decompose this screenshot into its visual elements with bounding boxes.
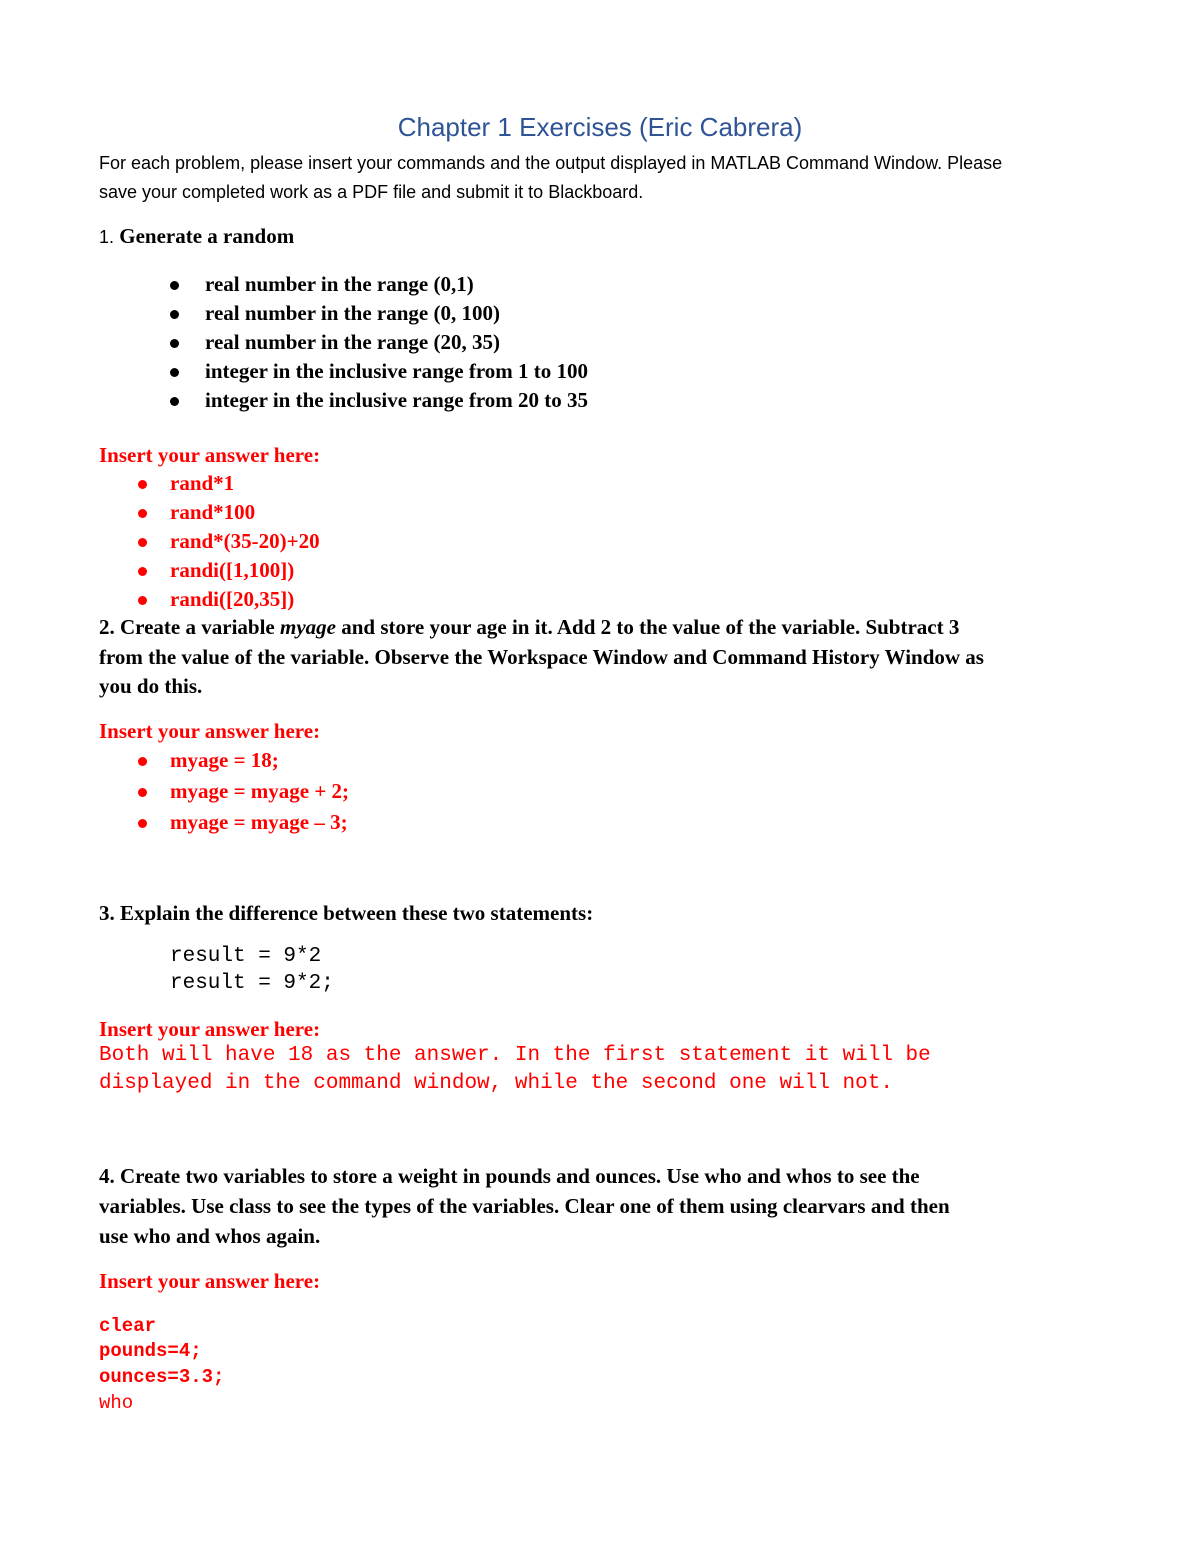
keyword: who (133, 1224, 171, 1248)
bullet-icon (170, 368, 179, 377)
list-item: real number in the range (0,1) (205, 272, 474, 296)
bullet-icon (170, 339, 179, 348)
list-item: integer in the inclusive range from 20 to 35 (205, 388, 589, 412)
keyword: clearvars (782, 1194, 866, 1218)
list-item: real number in the range (0, 100) (205, 301, 500, 325)
bullet-icon (138, 819, 147, 828)
question-4-text: and then (865, 1194, 950, 1218)
intro-line-2: save your completed work as a PDF file and submit it to Blackboard. (99, 182, 644, 202)
question-4-text: use (99, 1224, 134, 1248)
answer-label-2: Insert your answer here: (99, 719, 321, 743)
question-3-text: 3. Explain the difference between these two statements: (99, 901, 594, 925)
keyword: whos (215, 1224, 261, 1248)
code-line: ounces=3.3; (99, 1366, 225, 1388)
code-line: who (99, 1392, 134, 1414)
question-2-rest: and store your age in it. Add 2 to the value of the variable. Subtract 3 (335, 615, 960, 639)
list-item: rand*100 (170, 500, 256, 524)
question-1 (99, 224, 294, 249)
page-title: Chapter 1 Exercises (Eric Cabrera) (397, 112, 803, 142)
intro-line-1: For each problem, please insert your commands and the output displayed in MATLAB Command Window. Please (99, 153, 1003, 173)
bullet-icon (138, 538, 147, 547)
bullet-icon (138, 509, 147, 518)
question-4-text: again. (260, 1224, 321, 1248)
question-4-line-1 (99, 1164, 920, 1189)
list-item: myage = myage – 3; (170, 810, 348, 834)
bullet-icon (138, 788, 147, 797)
code-line: clear (99, 1315, 157, 1337)
code-line: pounds=4; (99, 1340, 202, 1362)
question-4-line-3 (99, 1224, 320, 1249)
question-4-text: and (170, 1224, 216, 1248)
list-item: randi([20,35]) (170, 587, 295, 611)
answer-label-3: Insert your answer here: (99, 1017, 321, 1041)
question-2-var: myage (279, 615, 336, 639)
question-2-line-2: from the value of the variable. Observe the Workspace Window and Command History Window as (99, 645, 984, 669)
bullet-icon (170, 281, 179, 290)
list-item: rand*1 (170, 471, 235, 495)
question-2-line-1 (99, 615, 959, 640)
question-4-text: to see the types of the variables. Clear one of them using (271, 1194, 783, 1218)
bullet-icon (138, 480, 147, 489)
question-4-line-2 (99, 1194, 950, 1219)
bullet-icon (138, 596, 147, 605)
question-4-text: variables. Use (99, 1194, 230, 1218)
question-2-line-3: you do this. (99, 674, 203, 698)
bullet-icon (170, 310, 179, 319)
bullet-icon (138, 567, 147, 576)
list-item: randi([1,100]) (170, 558, 295, 582)
list-item: myage = myage + 2; (170, 779, 350, 803)
keyword: class (229, 1194, 272, 1218)
question-1-number: 1. (99, 227, 115, 247)
list-item: rand*(35-20)+20 (170, 529, 320, 553)
answer-label-4: Insert your answer here: (99, 1269, 321, 1293)
bullet-icon (138, 757, 147, 766)
code-line: result = 9*2 (170, 945, 322, 968)
list-item: real number in the range (20, 35) (205, 330, 500, 354)
list-item: myage = 18; (170, 748, 279, 772)
question-1-text: Generate a random (119, 224, 295, 248)
keyword: who (704, 1164, 742, 1188)
question-4-text: and (741, 1164, 787, 1188)
list-item: integer in the inclusive range from 1 to 100 (205, 359, 589, 383)
question-2-lead: 2. Create a variable (99, 615, 280, 639)
answer-3-line-2: displayed in the command window, while the second one will not. (99, 1072, 893, 1095)
question-4-text: to see the (831, 1164, 920, 1188)
keyword: whos (786, 1164, 832, 1188)
answer-3-line-1: Both will have 18 as the answer. In the first statement it will be (99, 1044, 931, 1067)
code-line: result = 9*2; (170, 972, 334, 995)
question-4-text: 4. Create two variables to store a weight in pounds and ounces. Use (99, 1164, 705, 1188)
bullet-icon (170, 397, 179, 406)
answer-label-1: Insert your answer here: (99, 443, 321, 467)
